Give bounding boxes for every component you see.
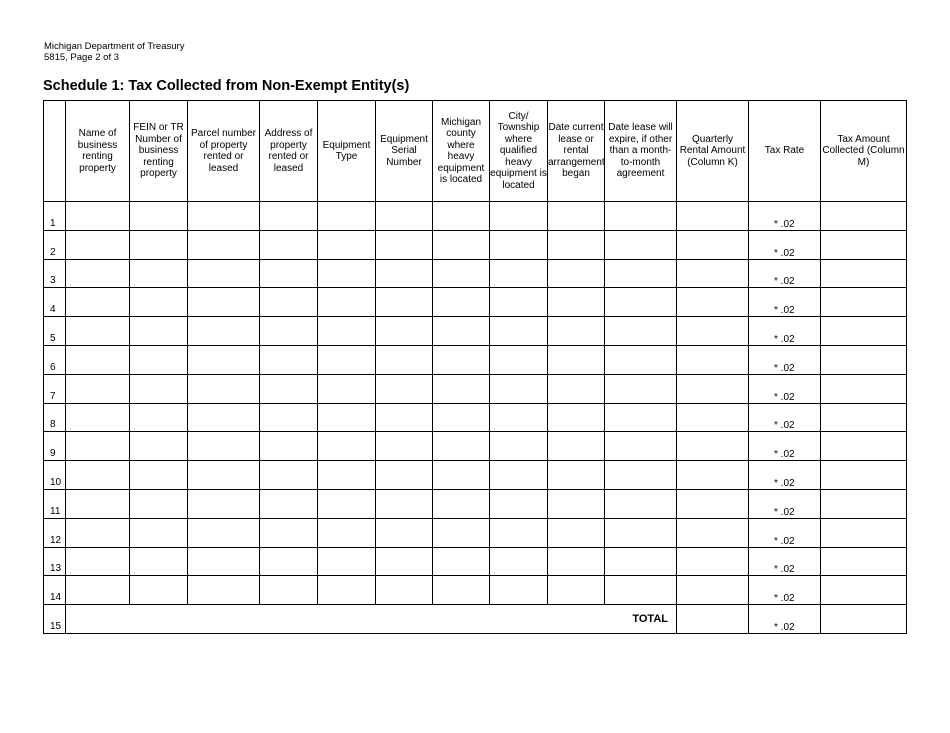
table-row (44, 432, 907, 461)
row-number: 7 (50, 390, 56, 402)
tax-amount-field[interactable] (821, 403, 907, 432)
table-row (44, 317, 907, 346)
equipment-type-field[interactable] (318, 489, 376, 518)
table-row (44, 288, 907, 317)
lease-began-field[interactable] (548, 461, 605, 490)
fein-field[interactable] (130, 489, 188, 518)
table-row (44, 374, 907, 403)
tax-rate-cell (749, 230, 821, 259)
lease-expire-field[interactable] (605, 489, 677, 518)
lease-began-field[interactable] (548, 345, 605, 374)
parcel-number-field[interactable] (188, 345, 260, 374)
city-township-field[interactable] (490, 374, 548, 403)
serial-number-field[interactable] (376, 202, 433, 231)
row-number: 11 (50, 505, 61, 517)
equipment-type-field[interactable] (318, 345, 376, 374)
parcel-number-field[interactable] (188, 489, 260, 518)
column-header-lease-expire: Date lease will expire, if other than a month-to-month agreement (605, 101, 677, 202)
row-number-cell (44, 576, 66, 605)
city-township-field[interactable] (490, 518, 548, 547)
rental-amount-field[interactable] (677, 489, 749, 518)
county-field[interactable] (433, 374, 490, 403)
tax-rate-cell (749, 202, 821, 231)
equipment-type-field[interactable] (318, 230, 376, 259)
table-row (44, 489, 907, 518)
address-field[interactable] (260, 576, 318, 605)
serial-number-field[interactable] (376, 259, 433, 288)
lease-began-field[interactable] (548, 403, 605, 432)
city-township-field[interactable] (490, 259, 548, 288)
fein-field[interactable] (130, 259, 188, 288)
table-row (44, 461, 907, 490)
row-number-cell (44, 489, 66, 518)
county-field[interactable] (433, 403, 490, 432)
fein-field[interactable] (130, 202, 188, 231)
tax-rate-value: * .02 (774, 247, 795, 259)
lease-expire-field[interactable] (605, 230, 677, 259)
column-header-tax-rate: Tax Rate (749, 101, 821, 202)
county-field[interactable] (433, 230, 490, 259)
lease-began-field[interactable] (548, 547, 605, 576)
serial-number-field[interactable] (376, 576, 433, 605)
tax-amount-field[interactable] (821, 489, 907, 518)
row-number-cell (44, 288, 66, 317)
county-field[interactable] (433, 345, 490, 374)
rental-amount-field[interactable] (677, 345, 749, 374)
tax-amount-field[interactable] (821, 374, 907, 403)
column-header-tax-amount: Tax Amount Collected (Column M) (821, 101, 907, 202)
table-row (44, 576, 907, 605)
rental-amount-field[interactable] (677, 288, 749, 317)
lease-began-field[interactable] (548, 374, 605, 403)
tax-rate-cell (749, 317, 821, 346)
lease-began-field[interactable] (548, 259, 605, 288)
lease-expire-field[interactable] (605, 202, 677, 231)
tax-rate-value: * .02 (774, 506, 795, 518)
row-number: 12 (50, 534, 62, 546)
row-number-cell (44, 432, 66, 461)
row-number-cell (44, 403, 66, 432)
rental-amount-field[interactable] (677, 374, 749, 403)
rental-amount-field[interactable] (677, 547, 749, 576)
fein-field[interactable] (130, 576, 188, 605)
tax-amount-field[interactable] (821, 259, 907, 288)
tax-rate-value: * .02 (774, 477, 795, 489)
rental-amount-field[interactable] (677, 576, 749, 605)
fein-field[interactable] (130, 432, 188, 461)
parcel-number-field[interactable] (188, 374, 260, 403)
equipment-type-field[interactable] (318, 202, 376, 231)
row-number: 1 (50, 217, 56, 229)
equipment-type-field[interactable] (318, 461, 376, 490)
business-name-field[interactable] (66, 489, 130, 518)
equipment-type-field[interactable] (318, 432, 376, 461)
business-name-field[interactable] (66, 345, 130, 374)
column-header-business-name: Name of business renting property (66, 101, 130, 202)
column-header-equipment-type: Equipment Type (318, 101, 376, 202)
row-number-cell (44, 547, 66, 576)
business-name-field[interactable] (66, 202, 130, 231)
county-field[interactable] (433, 576, 490, 605)
serial-number-field[interactable] (376, 345, 433, 374)
column-header-county: Michigan county where heavy equipment is located (433, 101, 490, 202)
tax-rate-value: * .02 (774, 449, 795, 461)
equipment-type-field[interactable] (318, 288, 376, 317)
tax-amount-field[interactable] (821, 317, 907, 346)
lease-expire-field[interactable] (605, 345, 677, 374)
fein-field[interactable] (130, 288, 188, 317)
county-field[interactable] (433, 489, 490, 518)
address-field[interactable] (260, 374, 318, 403)
rental-amount-field[interactable] (677, 202, 749, 231)
lease-began-field[interactable] (548, 489, 605, 518)
row-number-cell (44, 374, 66, 403)
county-field[interactable] (433, 432, 490, 461)
serial-number-field[interactable] (376, 518, 433, 547)
tax-rate-value: * .02 (774, 420, 795, 432)
table-row (44, 547, 907, 576)
tax-rate-cell (749, 547, 821, 576)
city-township-field[interactable] (490, 432, 548, 461)
tax-rate-cell (749, 345, 821, 374)
lease-expire-field[interactable] (605, 432, 677, 461)
row-number-cell (44, 518, 66, 547)
lease-began-field[interactable] (548, 317, 605, 346)
address-field[interactable] (260, 489, 318, 518)
tax-rate-cell (749, 259, 821, 288)
rental-amount-field[interactable] (677, 259, 749, 288)
address-field[interactable] (260, 461, 318, 490)
table-row (44, 518, 907, 547)
column-header-rental-amount: Quarterly Rental Amount (Column K) (677, 101, 749, 202)
serial-number-field[interactable] (376, 461, 433, 490)
fein-field[interactable] (130, 317, 188, 346)
address-field[interactable] (260, 259, 318, 288)
serial-number-field[interactable] (376, 489, 433, 518)
county-field[interactable] (433, 547, 490, 576)
lease-began-field[interactable] (548, 576, 605, 605)
row-number-cell (44, 230, 66, 259)
tax-rate-cell (749, 518, 821, 547)
city-township-field[interactable] (490, 547, 548, 576)
parcel-number-field[interactable] (188, 259, 260, 288)
tax-rate-cell (749, 605, 821, 634)
column-header-serial-number: Equipment Serial Number (376, 101, 433, 202)
lease-began-field[interactable] (548, 202, 605, 231)
fein-field[interactable] (130, 518, 188, 547)
lease-began-field[interactable] (548, 288, 605, 317)
tax-rate-value: * .02 (774, 564, 795, 576)
parcel-number-field[interactable] (188, 547, 260, 576)
lease-expire-field[interactable] (605, 259, 677, 288)
lease-began-field[interactable] (548, 518, 605, 547)
fein-field[interactable] (130, 403, 188, 432)
serial-number-field[interactable] (376, 374, 433, 403)
row-number-cell (44, 345, 66, 374)
department-name: Michigan Department of Treasury (44, 41, 185, 52)
lease-expire-field[interactable] (605, 374, 677, 403)
address-field[interactable] (260, 202, 318, 231)
row-number: 2 (50, 246, 56, 258)
address-field[interactable] (260, 432, 318, 461)
tax-rate-cell (749, 461, 821, 490)
city-township-field[interactable] (490, 403, 548, 432)
fein-field[interactable] (130, 374, 188, 403)
column-header-lease-began: Date current lease or rental arrangement began (548, 101, 605, 202)
business-name-field[interactable] (66, 518, 130, 547)
row-number-cell (44, 317, 66, 346)
lease-expire-field[interactable] (605, 461, 677, 490)
serial-number-field[interactable] (376, 288, 433, 317)
rental-amount-field[interactable] (677, 403, 749, 432)
serial-number-field[interactable] (376, 547, 433, 576)
column-header-city-township: City/ Township where qualified heavy equipment is located (490, 101, 548, 202)
fein-field[interactable] (130, 547, 188, 576)
tax-amount-field[interactable] (821, 288, 907, 317)
total-rental-amount-field[interactable] (677, 605, 749, 634)
county-field[interactable] (433, 518, 490, 547)
city-township-field[interactable] (490, 489, 548, 518)
address-field[interactable] (260, 518, 318, 547)
lease-expire-field[interactable] (605, 576, 677, 605)
business-name-field[interactable] (66, 403, 130, 432)
column-header-address: Address of property rented or leased (260, 101, 318, 202)
tax-amount-field[interactable] (821, 432, 907, 461)
equipment-type-field[interactable] (318, 547, 376, 576)
lease-expire-field[interactable] (605, 288, 677, 317)
tax-rate-cell (749, 576, 821, 605)
city-township-field[interactable] (490, 202, 548, 231)
county-field[interactable] (433, 317, 490, 346)
rental-amount-field[interactable] (677, 461, 749, 490)
fein-field[interactable] (130, 345, 188, 374)
tax-amount-field[interactable] (821, 461, 907, 490)
row-number: 15 (50, 620, 62, 632)
parcel-number-field[interactable] (188, 403, 260, 432)
row-number: 13 (50, 563, 62, 575)
row-number: 6 (50, 361, 56, 373)
business-name-field[interactable] (66, 288, 130, 317)
city-township-field[interactable] (490, 461, 548, 490)
row-number: 3 (50, 275, 56, 287)
serial-number-field[interactable] (376, 230, 433, 259)
serial-number-field[interactable] (376, 432, 433, 461)
city-township-field[interactable] (490, 317, 548, 346)
tax-rate-value: * .02 (774, 621, 795, 633)
parcel-number-field[interactable] (188, 317, 260, 346)
address-field[interactable] (260, 547, 318, 576)
business-name-field[interactable] (66, 576, 130, 605)
total-tax-amount-field[interactable] (821, 605, 907, 634)
parcel-number-field[interactable] (188, 576, 260, 605)
row-number: 14 (50, 592, 62, 604)
tax-rate-cell (749, 489, 821, 518)
column-header-line-number (44, 101, 66, 202)
rental-amount-field[interactable] (677, 317, 749, 346)
county-field[interactable] (433, 288, 490, 317)
table-header-row (44, 101, 907, 202)
table-row (44, 605, 907, 634)
county-field[interactable] (433, 202, 490, 231)
parcel-number-field[interactable] (188, 202, 260, 231)
tax-rate-cell (749, 403, 821, 432)
lease-expire-field[interactable] (605, 317, 677, 346)
schedule-table (43, 100, 907, 634)
rental-amount-field[interactable] (677, 230, 749, 259)
serial-number-field[interactable] (376, 317, 433, 346)
table-row (44, 259, 907, 288)
parcel-number-field[interactable] (188, 288, 260, 317)
equipment-type-field[interactable] (318, 518, 376, 547)
lease-expire-field[interactable] (605, 518, 677, 547)
row-number-cell (44, 605, 66, 634)
rental-amount-field[interactable] (677, 432, 749, 461)
business-name-field[interactable] (66, 547, 130, 576)
equipment-type-field[interactable] (318, 317, 376, 346)
county-field[interactable] (433, 259, 490, 288)
fein-field[interactable] (130, 230, 188, 259)
table-row (44, 202, 907, 231)
county-field[interactable] (433, 461, 490, 490)
serial-number-field[interactable] (376, 403, 433, 432)
lease-began-field[interactable] (548, 432, 605, 461)
tax-rate-cell (749, 432, 821, 461)
form-page-number: 5815, Page 2 of 3 (44, 52, 120, 63)
tax-rate-value: * .02 (774, 391, 795, 403)
business-name-field[interactable] (66, 317, 130, 346)
rental-amount-field[interactable] (677, 518, 749, 547)
tax-rate-value: * .02 (774, 333, 795, 345)
fein-field[interactable] (130, 461, 188, 490)
tax-rate-value: * .02 (774, 362, 795, 374)
table-row (44, 230, 907, 259)
lease-began-field[interactable] (548, 230, 605, 259)
total-label: TOTAL (66, 605, 677, 634)
column-header-parcel-number: Parcel number of property rented or leased (188, 101, 260, 202)
row-number: 4 (50, 304, 56, 316)
business-name-field[interactable] (66, 374, 130, 403)
address-field[interactable] (260, 288, 318, 317)
address-field[interactable] (260, 345, 318, 374)
city-township-field[interactable] (490, 288, 548, 317)
row-number: 10 (50, 476, 62, 488)
tax-rate-value: * .02 (774, 305, 795, 317)
lease-expire-field[interactable] (605, 547, 677, 576)
row-number: 9 (50, 448, 56, 460)
tax-amount-field[interactable] (821, 345, 907, 374)
address-field[interactable] (260, 317, 318, 346)
business-name-field[interactable] (66, 230, 130, 259)
tax-amount-field[interactable] (821, 202, 907, 231)
row-number-cell (44, 461, 66, 490)
tax-rate-cell (749, 288, 821, 317)
business-name-field[interactable] (66, 461, 130, 490)
tax-rate-value: * .02 (774, 276, 795, 288)
row-number-cell (44, 202, 66, 231)
business-name-field[interactable] (66, 432, 130, 461)
tax-amount-field[interactable] (821, 518, 907, 547)
tax-rate-value: * .02 (774, 593, 795, 605)
equipment-type-field[interactable] (318, 576, 376, 605)
business-name-field[interactable] (66, 259, 130, 288)
parcel-number-field[interactable] (188, 230, 260, 259)
tax-amount-field[interactable] (821, 230, 907, 259)
page-title: Schedule 1: Tax Collected from Non-Exempt Entity(s) (43, 78, 410, 94)
address-field[interactable] (260, 230, 318, 259)
column-header-fein: FEIN or TR Number of business renting property (130, 101, 188, 202)
tax-rate-value: * .02 (774, 218, 795, 230)
tax-amount-field[interactable] (821, 547, 907, 576)
table-row (44, 345, 907, 374)
parcel-number-field[interactable] (188, 518, 260, 547)
equipment-type-field[interactable] (318, 374, 376, 403)
tax-rate-value: * .02 (774, 535, 795, 547)
table-row (44, 403, 907, 432)
parcel-number-field[interactable] (188, 461, 260, 490)
city-township-field[interactable] (490, 230, 548, 259)
city-township-field[interactable] (490, 345, 548, 374)
equipment-type-field[interactable] (318, 403, 376, 432)
row-number: 8 (50, 419, 56, 431)
city-township-field[interactable] (490, 576, 548, 605)
equipment-type-field[interactable] (318, 259, 376, 288)
row-number-cell (44, 259, 66, 288)
lease-expire-field[interactable] (605, 403, 677, 432)
address-field[interactable] (260, 403, 318, 432)
tax-amount-field[interactable] (821, 576, 907, 605)
tax-rate-cell (749, 374, 821, 403)
parcel-number-field[interactable] (188, 432, 260, 461)
row-number: 5 (50, 332, 56, 344)
